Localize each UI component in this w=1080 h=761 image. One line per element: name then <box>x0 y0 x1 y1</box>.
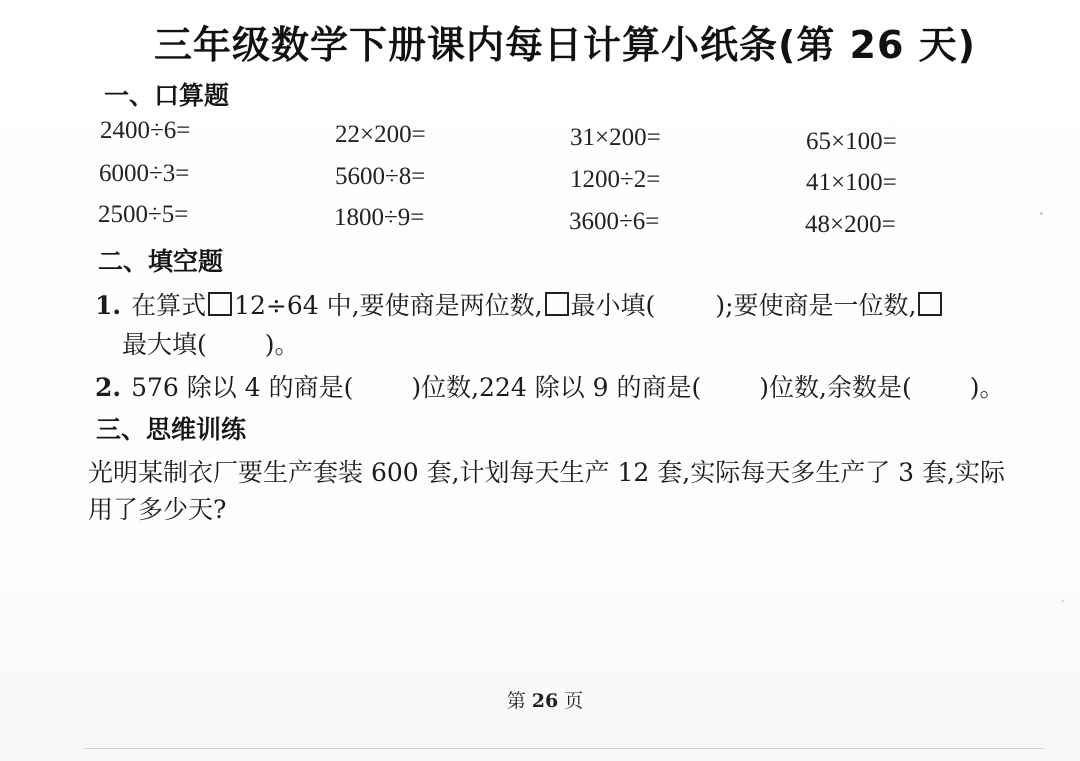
question-text: 最小填( <box>570 291 656 320</box>
question-text: )。 <box>264 330 300 359</box>
question-number: 2. <box>95 373 122 402</box>
oral-problem: 6000÷3= <box>99 160 190 187</box>
question-text: 576 除以 4 的商是( <box>131 373 354 402</box>
oral-problem: 48×200= <box>805 211 896 238</box>
question-number: 1. <box>95 291 122 320</box>
page-number-value: 26 <box>531 690 559 712</box>
oral-problem: 22×200= <box>335 121 426 148</box>
page-number-prefix: 第 <box>506 690 526 712</box>
oral-problem: 31×200= <box>570 124 661 151</box>
page-number <box>0 686 1080 713</box>
question-text: 最大填( <box>122 330 207 359</box>
fill-question-1-line-1 <box>95 286 944 322</box>
oral-problem: 41×100= <box>806 169 897 196</box>
section-heading-thinking: 三、思维训练 <box>96 415 247 444</box>
section-heading-oral: 一、口算题 <box>104 81 230 110</box>
question-text: )。 <box>969 373 1005 402</box>
page-number-suffix: 页 <box>564 690 584 712</box>
question-text: 12÷64 中,要使商是两位数, <box>234 291 543 320</box>
oral-problem: 1200÷2= <box>570 166 661 193</box>
oral-problem: 5600÷8= <box>335 163 426 190</box>
question-text: )位数,224 除以 9 的商是( <box>411 373 702 402</box>
word-problem: 光明某制衣厂要生产套装 600 套,计划每天生产 12 套,实际每天多生产了 3 套,实际用了多少天? <box>88 458 1005 524</box>
question-text: 在算式 <box>131 291 207 320</box>
fill-question-2 <box>95 368 1004 404</box>
scan-speck <box>1062 600 1064 602</box>
oral-problem: 65×100= <box>806 128 897 155</box>
question-text: )位数,余数是( <box>759 373 912 402</box>
scan-edge-line <box>84 748 1044 749</box>
oral-problem: 3600÷6= <box>569 208 660 235</box>
blank-box <box>545 292 569 316</box>
oral-problem: 1800÷9= <box>334 204 425 231</box>
section-heading-fill: 二、填空题 <box>98 247 224 276</box>
blank-box <box>208 292 232 316</box>
fill-question-1-line-2 <box>122 325 300 361</box>
oral-problem: 2500÷5= <box>98 201 189 228</box>
scan-speck <box>1040 212 1043 215</box>
blank-box <box>918 292 942 316</box>
page-title: 三年级数学下册课内每日计算小纸条(第 26 天) <box>153 23 977 67</box>
question-text: );要使商是一位数, <box>715 291 917 320</box>
oral-problem: 2400÷6= <box>100 117 191 144</box>
